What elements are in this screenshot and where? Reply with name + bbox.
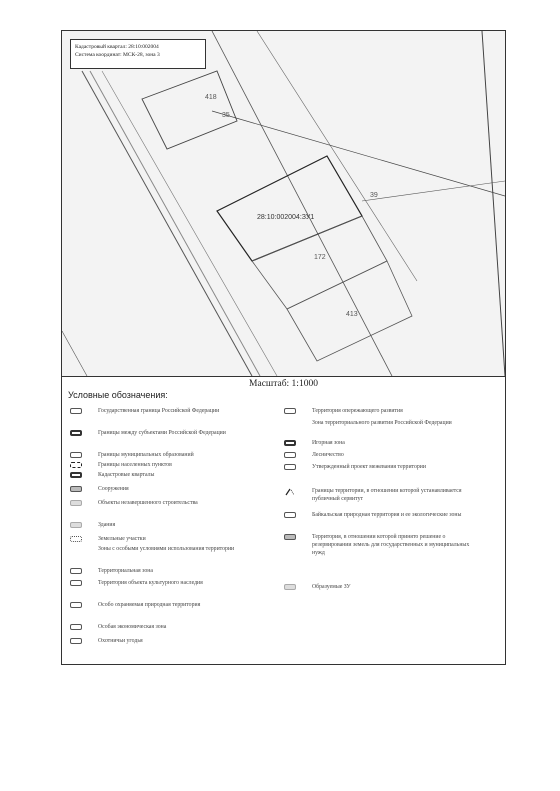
- legend-symbol-icon: [70, 624, 82, 630]
- legend-label: Зоны с особыми условиями использования территории: [98, 546, 235, 552]
- legend-label: Объекты незавершенного строительства: [98, 500, 198, 506]
- legend-symbol-icon: [70, 638, 82, 644]
- legend-label: Государственная граница Российской Федерации: [98, 408, 220, 414]
- label-35: 35: [222, 112, 230, 119]
- legend-symbol-icon: [70, 462, 82, 468]
- legend-label: Границы муниципальных образований: [98, 452, 194, 458]
- parcel-418: [142, 71, 237, 149]
- legend-symbol-icon: [284, 440, 296, 446]
- legend-label: Образуемые ЗУ: [312, 584, 351, 590]
- label-413: 413: [346, 311, 358, 318]
- label-172: 172: [314, 254, 326, 261]
- legend-label: Границы территории, в отношении которой устанавливается публичный сервитут: [312, 488, 462, 502]
- legend-label: Территория, в отношении которой принято решение о резервировании земель для государственных и муниципальных нужд: [312, 534, 470, 556]
- legend-label: Земельные участки: [98, 536, 146, 542]
- legend-label: Территориальная зона: [98, 568, 153, 574]
- legend-symbol-icon: [70, 536, 82, 542]
- cadastral-map: [62, 31, 505, 377]
- legend-symbol-icon: [284, 584, 296, 590]
- legend-symbol-icon: [284, 534, 296, 540]
- document-frame: [61, 30, 506, 665]
- legend-symbol-icon: [284, 408, 296, 414]
- legend-symbol-icon: [70, 408, 82, 414]
- parcel-172: [252, 216, 387, 309]
- legend-symbol-icon: [70, 472, 82, 478]
- legend-label: Кадастровые кварталы: [98, 472, 155, 478]
- label-main: 28:10:002004:ЗУ1: [257, 214, 315, 221]
- legend-symbol-icon: [70, 580, 82, 586]
- legend-label: Здания: [98, 522, 116, 528]
- legend-label: Байкальская природная территория и ее экологические зоны: [312, 512, 462, 518]
- legend-symbol-icon: [70, 522, 82, 528]
- legend-label: Утвержденный проект межевания территории: [312, 464, 427, 470]
- legend-label: Игорная зона: [312, 440, 345, 446]
- legend-symbol-icon: [70, 568, 82, 574]
- legend-title: Условные обозначения:: [68, 390, 168, 400]
- legend-label: Особая экономическая зона: [98, 624, 167, 630]
- cadastral-quarter: Кадастровый квартал: 28:10:002004: [75, 44, 159, 50]
- label-418: 418: [205, 94, 217, 101]
- legend-label: Территория опережающего развития: [312, 408, 403, 414]
- legend-symbol-icon: [284, 464, 296, 470]
- legend-label: Границы между субъектами Российской Федерации: [98, 430, 226, 436]
- legend-symbol-icon: [70, 500, 82, 506]
- legend-label: Сооружения: [98, 486, 129, 492]
- legend-symbol-icon: [70, 452, 82, 458]
- map-drawing: [62, 31, 505, 376]
- legend-symbol-icon: [70, 430, 82, 436]
- legend-label: Особо охраняемая природная территория: [98, 602, 201, 608]
- info-box: [70, 39, 206, 69]
- legend-label: Охотничьи угодья: [98, 638, 143, 644]
- legend-label: Лесничество: [312, 452, 344, 458]
- legend-symbol-icon: [284, 452, 296, 458]
- legend-symbol-icon: [284, 512, 296, 518]
- legend-symbol-icon: [70, 602, 82, 608]
- legend-symbol-icon: [70, 486, 82, 492]
- label-39: 39: [370, 192, 378, 199]
- scale-label: Масштаб: 1:1000: [249, 379, 318, 389]
- legend-label: Границы населенных пунктов: [98, 462, 172, 468]
- coordinate-system: Система координат: МСК-28, зона 3: [75, 52, 160, 58]
- legend-label: Зона территориального развития Российской Федерации: [312, 420, 452, 426]
- legend-label: Территория объекта культурного наследия: [98, 580, 203, 586]
- legend-symbol-icon: [284, 488, 296, 494]
